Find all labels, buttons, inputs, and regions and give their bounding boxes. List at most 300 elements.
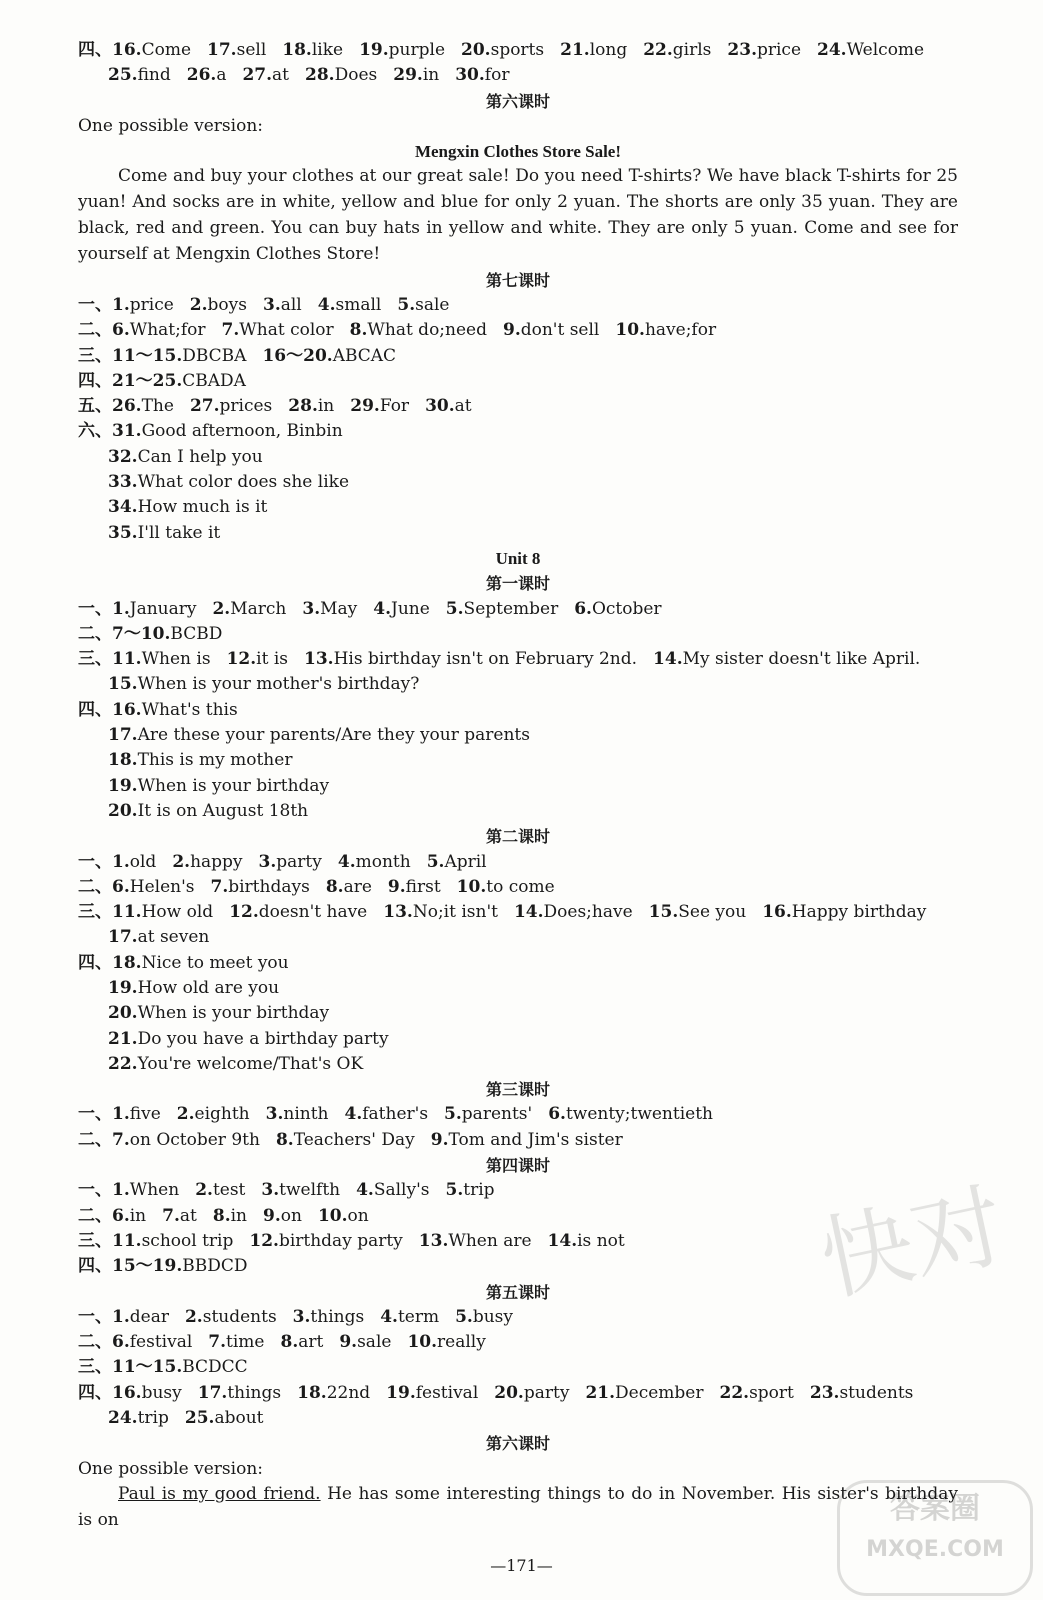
watermark-badge-top: 答案圈	[890, 1491, 980, 1526]
answer-item	[222, 320, 334, 340]
answer-number: 13.	[383, 902, 413, 923]
answer-text: March	[230, 598, 287, 619]
answer-text: What color	[239, 320, 334, 341]
answer-text: all	[280, 294, 302, 315]
answer-line	[78, 622, 958, 647]
answer-text: small	[335, 294, 382, 315]
answer-number: 8.	[275, 1129, 294, 1150]
answer-list	[78, 976, 958, 1077]
answer-line	[78, 647, 958, 672]
answer-text: purple	[388, 40, 446, 60]
answer-text: What's this	[141, 699, 238, 720]
lesson-heading: 第四课时	[485, 1156, 550, 1176]
answer-text: April	[444, 851, 487, 872]
answer-item	[356, 1180, 429, 1200]
answer-number: 三、11.	[78, 649, 142, 670]
answer-item	[162, 1206, 197, 1226]
answer-text: I'll take it	[137, 522, 221, 543]
answer-text: DBCBA	[182, 345, 247, 366]
answer-item	[187, 65, 227, 85]
answer-item	[444, 1104, 532, 1124]
answer-line	[78, 495, 958, 520]
answer-item	[78, 649, 211, 669]
answer-text: birthdays	[228, 876, 310, 897]
answer-item	[350, 320, 487, 340]
answer-number: 24.	[108, 1408, 138, 1429]
answer-line	[78, 900, 958, 925]
answer-number: 20.	[108, 800, 138, 821]
answer-item	[78, 1180, 179, 1200]
answer-item	[229, 902, 367, 922]
answer-number: 30.	[455, 65, 485, 86]
answer-line	[78, 318, 958, 343]
answer-number: 二、7～10.	[78, 623, 171, 644]
answer-text: in	[129, 1205, 147, 1226]
answer-item	[108, 65, 171, 85]
answer-text: ABCAC	[332, 345, 397, 366]
watermark-badge-bottom: MXQE.COM	[866, 1537, 1004, 1562]
answer-number: 29.	[350, 396, 380, 417]
answer-item	[78, 700, 238, 720]
answer-item	[373, 599, 430, 619]
answer-text: boys	[207, 294, 247, 315]
answer-item	[318, 295, 382, 315]
answer-list	[78, 723, 958, 824]
answer-text: What color does she like	[137, 472, 350, 493]
answer-text: twelfth	[279, 1180, 341, 1201]
answer-text: Do you have a birthday party	[137, 1028, 389, 1049]
answer-text: busy	[141, 1382, 182, 1403]
answer-text: things	[310, 1306, 365, 1327]
answer-text: 22nd	[326, 1382, 371, 1403]
answer-item	[227, 649, 288, 669]
answer-item	[397, 295, 449, 315]
answer-text: have;for	[644, 320, 717, 341]
answer-text: are	[343, 876, 372, 897]
lesson-heading: 第七课时	[485, 270, 550, 290]
answer-number: 一、1.	[78, 851, 130, 872]
answer-text: parents'	[461, 1104, 533, 1125]
answer-number: 14.	[513, 902, 544, 923]
essay-rest: He has some interesting things to do in November. His sister's birthday is on	[78, 1483, 958, 1530]
answer-item	[78, 852, 156, 872]
answer-item	[350, 396, 409, 416]
answer-number: 三、11～15.	[78, 1357, 183, 1378]
answer-item	[266, 1104, 329, 1124]
answer-text: What do;need	[367, 320, 487, 341]
answer-item	[727, 40, 801, 60]
answer-item	[446, 599, 558, 619]
answer-item	[457, 877, 555, 897]
answer-item	[78, 1383, 182, 1403]
answer-number: 7.	[162, 1205, 180, 1226]
answer-text: How old	[141, 902, 214, 923]
answer-text: in	[422, 65, 440, 86]
answer-text: in	[230, 1205, 247, 1226]
answer-text: The	[141, 396, 174, 417]
answer-number: 19.	[108, 775, 138, 796]
answer-item	[276, 1130, 415, 1150]
answer-text: Does;have	[543, 902, 633, 923]
answer-text: term	[397, 1306, 440, 1327]
answer-item	[195, 1180, 245, 1200]
answer-item	[108, 1054, 363, 1074]
answer-text: month	[355, 851, 411, 872]
answer-item	[302, 599, 357, 619]
answer-number: 4.	[317, 294, 336, 315]
answer-text: Happy birthday	[791, 902, 927, 923]
answer-number: 16.	[762, 902, 792, 923]
answer-number: 15.	[108, 674, 138, 695]
answer-number: 一、1.	[78, 1104, 130, 1125]
answer-item	[190, 295, 247, 315]
answer-number: 32.	[108, 446, 138, 467]
answer-line	[78, 850, 958, 875]
answer-item	[461, 40, 544, 60]
answer-number: 一、1.	[78, 598, 130, 619]
answer-item	[383, 902, 498, 922]
answer-item	[190, 396, 272, 416]
answer-text: This is my mother	[137, 750, 293, 771]
answer-text: For	[379, 396, 410, 417]
answer-number: 8.	[325, 876, 344, 897]
answer-line	[78, 1001, 958, 1026]
answer-number: 23.	[809, 1382, 840, 1403]
answer-number: 5.	[397, 294, 416, 315]
answer-number: 30.	[425, 396, 455, 417]
answer-number: 二、6.	[78, 1205, 130, 1226]
answer-number: 10.	[615, 320, 645, 341]
answer-text: old	[129, 851, 157, 872]
answer-text: long	[589, 40, 628, 60]
answer-number: 一、1.	[78, 1306, 130, 1327]
answer-item	[108, 725, 530, 745]
answer-number: 四、21～25.	[78, 370, 183, 391]
answer-item	[185, 1307, 277, 1327]
answer-number: 9.	[430, 1129, 449, 1150]
answer-text: happy	[190, 851, 243, 872]
answer-number: 23.	[727, 40, 757, 60]
answer-number: 21.	[560, 40, 590, 60]
answer-item	[78, 953, 289, 973]
answer-number: 8.	[280, 1332, 299, 1353]
answer-item	[574, 599, 661, 619]
answer-item	[78, 1206, 146, 1226]
answer-item	[653, 649, 920, 669]
answer-number: 2.	[176, 1104, 195, 1125]
answer-number: 28.	[305, 65, 335, 86]
answer-item	[560, 40, 627, 60]
answer-item	[78, 1332, 192, 1352]
answer-number: 3.	[261, 1180, 280, 1201]
answer-item	[78, 1357, 248, 1377]
essay-underlined: Paul is my good friend.	[118, 1483, 321, 1504]
answer-item	[108, 497, 267, 517]
answer-line	[78, 344, 958, 369]
answer-line	[78, 698, 958, 723]
answer-number: 19.	[386, 1382, 416, 1403]
answer-item	[304, 649, 637, 669]
answer-line	[78, 369, 958, 394]
answer-text: How old are you	[137, 977, 280, 998]
answer-item	[78, 346, 246, 366]
answer-number: 18.	[282, 40, 312, 60]
essay-paragraph	[78, 1482, 958, 1534]
answer-item	[172, 852, 242, 872]
answer-line	[78, 1406, 958, 1431]
answer-item	[263, 1206, 302, 1226]
answer-number: 4.	[344, 1104, 363, 1125]
answer-item	[207, 40, 266, 60]
answer-page	[78, 38, 958, 1534]
answer-number: 7.	[208, 1332, 227, 1353]
answer-item	[78, 1231, 233, 1251]
essay-paragraph: Come and buy your clothes at our great sale! Do you need T-shirts? We have black T-shirts for 25 yuan! And socks are in white, yellow and blue for only 2 yuan. The shorts are only 35 yuan. They are black, red and green. You can buy hats in yellow and white. They are only 5 yuan. Come and see for yourself at Mengxin Clothes Store!	[78, 166, 958, 264]
answer-number: 5.	[455, 1306, 473, 1327]
answer-text: things	[227, 1382, 282, 1403]
answer-item	[338, 852, 411, 872]
answer-text: on October 9th	[129, 1129, 260, 1150]
answer-number: 三、11.	[78, 902, 142, 923]
answer-item	[282, 40, 343, 60]
answer-text: time	[226, 1332, 265, 1353]
answer-item	[108, 978, 279, 998]
answer-text: No;it isn't	[412, 902, 498, 923]
answer-item	[261, 1180, 340, 1200]
answer-item	[185, 1408, 264, 1428]
answer-number: 三、11.	[78, 1230, 142, 1251]
answer-number: 25.	[108, 65, 138, 86]
answer-number: 19.	[108, 977, 138, 998]
answer-text: in	[317, 396, 335, 417]
answer-item	[446, 1180, 495, 1200]
answer-text: price	[756, 40, 802, 60]
answer-number: 20.	[461, 40, 491, 60]
answer-text: on	[347, 1205, 369, 1226]
answer-text: is not	[577, 1230, 625, 1251]
answer-text: My sister doesn't like April.	[682, 649, 921, 670]
answer-item	[359, 40, 445, 60]
watermark-text: 快对	[811, 1171, 1014, 1315]
answer-item	[259, 852, 322, 872]
answer-number: 21.	[585, 1382, 616, 1403]
answer-number: 四、16.	[78, 40, 142, 60]
answer-text: girls	[672, 40, 712, 60]
answer-number: 三、11～15.	[78, 345, 183, 366]
answer-number: 29.	[393, 65, 423, 86]
answer-text: sports	[490, 40, 545, 60]
answer-text: party	[276, 851, 322, 872]
answer-item	[649, 902, 747, 922]
answer-number: 5.	[445, 1180, 464, 1201]
answer-number: 6.	[574, 598, 592, 619]
answer-item	[427, 852, 487, 872]
answer-number: 12.	[229, 902, 259, 923]
answer-number: 24.	[817, 40, 847, 60]
answer-number: 4.	[356, 1180, 374, 1201]
answer-number: 13.	[304, 649, 334, 670]
answer-text: price	[129, 294, 174, 315]
answer-item	[210, 877, 309, 897]
answer-text: Are these your parents/Are they your parents	[137, 725, 530, 746]
answer-line	[78, 597, 958, 622]
answer-line	[78, 951, 958, 976]
answer-item	[263, 295, 302, 315]
answer-text: sale	[415, 294, 450, 315]
answer-text: students	[202, 1306, 277, 1327]
answer-text: Helen's	[129, 876, 195, 897]
answer-line	[78, 394, 958, 419]
answer-line	[78, 1052, 958, 1077]
answer-item	[345, 1104, 429, 1124]
answer-text: What;for	[129, 320, 206, 341]
answer-text: first	[405, 876, 441, 897]
answer-number: 四、18.	[78, 952, 142, 973]
answer-number: 14.	[547, 1230, 578, 1251]
answer-number: 27.	[189, 396, 220, 417]
possible-version-label: One possible version:	[78, 115, 263, 136]
answer-item	[78, 320, 206, 340]
answer-text: at	[272, 65, 290, 86]
answer-text: find	[137, 65, 171, 86]
answer-text: It is on August 18th	[137, 800, 309, 821]
answer-item	[208, 1332, 264, 1352]
answer-line	[78, 976, 958, 1001]
answer-item	[78, 902, 213, 922]
answer-text: at seven	[137, 927, 210, 948]
answer-item	[548, 1104, 713, 1124]
lesson-heading: 第二课时	[485, 827, 550, 847]
answer-line	[78, 925, 958, 950]
answer-number: 5.	[426, 851, 445, 872]
answer-text: How much is it	[137, 497, 268, 518]
lesson-heading: 第六课时	[485, 91, 550, 111]
answer-text: don't sell	[520, 320, 600, 341]
answer-line	[78, 774, 958, 799]
answer-number: 15.	[648, 902, 679, 923]
answer-text: Good afternoon, Binbin	[141, 421, 343, 442]
answer-item	[339, 1332, 391, 1352]
answer-number: 4.	[380, 1306, 398, 1327]
answer-item	[78, 1307, 169, 1327]
answer-text: to come	[486, 876, 555, 897]
answer-item	[177, 1104, 250, 1124]
answer-number: 5.	[444, 1104, 462, 1125]
answer-line	[78, 875, 958, 900]
answer-text: BCDCC	[182, 1357, 248, 1378]
answer-text: a	[216, 65, 227, 86]
answer-text: When	[129, 1180, 180, 1201]
answer-number: 22.	[643, 40, 673, 60]
answer-number: 二、6.	[78, 320, 130, 341]
answer-item	[108, 750, 292, 770]
answer-item	[585, 1383, 703, 1403]
answer-number: 7.	[221, 320, 240, 341]
answer-number: 16～20.	[262, 345, 333, 366]
answer-item	[810, 1383, 914, 1403]
answer-number: 3.	[302, 598, 321, 619]
answer-number: 8.	[212, 1205, 231, 1226]
answer-item	[78, 624, 222, 644]
answer-number: 3.	[292, 1306, 311, 1327]
answer-text: for	[484, 65, 510, 86]
answer-number: 17.	[108, 927, 138, 948]
answer-number: 2.	[189, 294, 208, 315]
answer-item	[280, 1332, 323, 1352]
answer-text: birthday party	[278, 1230, 403, 1251]
answer-text: See you	[678, 902, 747, 923]
answer-text: CBADA	[182, 370, 246, 391]
answer-line	[78, 63, 958, 88]
answer-text: trip	[463, 1180, 495, 1201]
answer-text: Come	[141, 40, 192, 60]
lesson-heading: 第六课时	[485, 1434, 550, 1454]
answer-text: school trip	[141, 1230, 234, 1251]
answer-line	[78, 1330, 958, 1355]
answer-number: 10.	[407, 1332, 438, 1353]
answer-number: 9.	[502, 320, 521, 341]
answer-text: trip	[137, 1408, 169, 1429]
answer-text: eighth	[194, 1104, 250, 1125]
answer-number: 26.	[186, 65, 217, 86]
answer-item	[108, 472, 349, 492]
answer-line	[78, 1128, 958, 1153]
answer-item	[78, 371, 246, 391]
possible-version-label: One possible version:	[78, 1458, 263, 1479]
answer-item	[242, 65, 289, 85]
answer-item	[326, 877, 372, 897]
answer-number: 10.	[456, 876, 487, 897]
lesson-heading: 第一课时	[485, 574, 550, 594]
answer-number: 22.	[108, 1053, 138, 1074]
answer-text: festival	[415, 1382, 479, 1403]
answer-text: prices	[219, 396, 273, 417]
answer-item	[213, 1206, 247, 1226]
page-number: —171—	[490, 1556, 553, 1575]
answer-text: When are	[448, 1230, 532, 1251]
answer-number: 12.	[226, 649, 257, 670]
answer-text: Can I help you	[137, 446, 263, 467]
answer-text: at	[454, 396, 472, 417]
answer-number: 3.	[265, 1104, 284, 1125]
answer-item	[108, 801, 308, 821]
answer-item	[78, 1130, 260, 1150]
answer-text: busy	[472, 1306, 514, 1327]
answer-line	[78, 521, 958, 546]
answer-number: 20.	[494, 1382, 524, 1403]
answer-text: father's	[362, 1104, 429, 1125]
answer-item	[386, 1383, 478, 1403]
answer-text: October	[591, 598, 662, 619]
answer-number: 17.	[108, 725, 138, 746]
answer-number: 20.	[108, 1003, 138, 1024]
answer-text: students	[839, 1382, 914, 1403]
answer-item	[762, 902, 926, 922]
answer-text: dear	[129, 1306, 169, 1327]
answer-item	[78, 1104, 161, 1124]
answer-item	[615, 320, 716, 340]
answer-number: 2.	[184, 1306, 203, 1327]
answer-number: 27.	[242, 65, 273, 86]
answer-text: ninth	[283, 1104, 329, 1125]
answer-number: 6.	[548, 1104, 566, 1125]
answer-number: 9.	[387, 876, 406, 897]
answer-item	[419, 1231, 532, 1251]
answer-item	[108, 1408, 169, 1428]
answer-item	[78, 396, 174, 416]
answer-text: doesn't have	[258, 902, 368, 923]
answer-number: 9.	[263, 1205, 281, 1226]
